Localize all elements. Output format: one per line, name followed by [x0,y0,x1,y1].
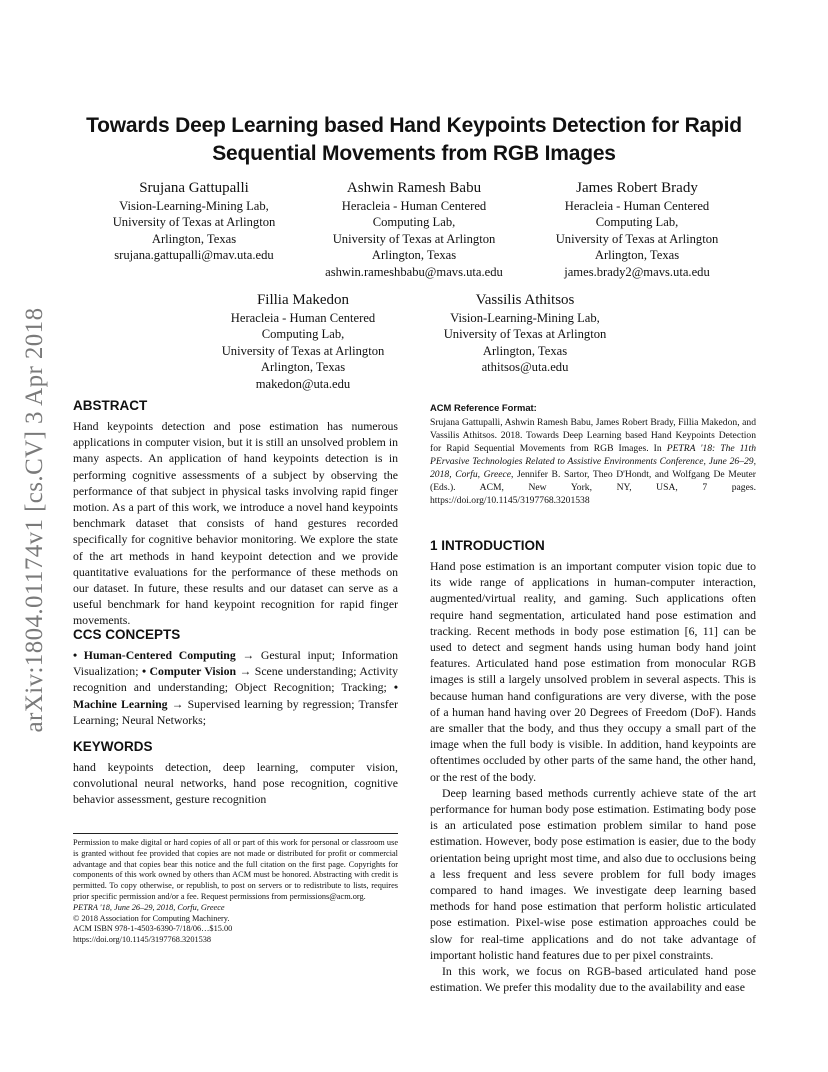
author-location: Arlington, Texas [482,343,568,358]
ccs-detail: → Scene understanding; Activity recognition and understanding; Object Recognition; Tracking; [73,664,398,695]
author-name: Fillia Makedon [256,292,350,308]
author-block [521,178,753,280]
author-name: Ashwin Ramesh Babu [346,180,482,196]
arxiv-stamp [18,290,52,750]
ccs-heading: CCS CONCEPTS [73,627,181,642]
acm-ref-venue: PETRA '18: The 11th PErvasive Technologies Related to Assistive Environments Conference, June 26–29, 2018, Corfu, Greece [430,443,757,480]
author-affiliation: Vision-Learning-Mining Lab, [119,199,269,213]
conference-line: PETRA '18, June 26–29, 2018, Corfu, Greece [73,902,225,912]
author-affiliation: Heracleia - Human Centered [341,199,487,213]
ccs-detail: → Supervised learning by regression; Transfer Learning; Neural Networks; [73,696,399,727]
paper-title: Towards Deep Learning based Hand Keypoints Detection for Rapid Sequential Movements from RGB Images [86,114,742,165]
author-location: Arlington, Texas [151,231,237,246]
author-affiliation: Computing Lab, [261,327,345,342]
abstract-text: Hand keypoints detection and pose estimation has numerous applications in computer vision, but it is still an unsolved problem in many aspects. An application of hand keypoints detection is in performing cognitive assessments of a subject by observing the performance of that subject in physical tasks involving rapid finger motion. As a part of this work, we introduce a novel hand keypoints benchmark dataset that consists of hand gestures recorded specifically for cognitive behavior monitoring. We explore the state of the art methods in hand keypoint detection and we provide quantitative evaluations for the performance of these methods on our dataset. In future, these results and our dataset can serve as a useful benchmark for hand keypoint recognition for rapid finger movements. [73,419,398,628]
paragraph: Hand pose estimation is an important computer vision topic due to its wide range of applications in human-computer interaction, augmented/virtual reality, and gaming. Such applications often require hand segmentation, articulated hand pose estimation and tracking. Recent methods in body pose estimation [6, 11] can be used to detect and segment hands using human body hand joint features. Articulated hand pose estimation from monocular RGB images is still a largely unsolved problem in several aspects. This is because human hand configurations are very diverse, with the pose of a human hand having over 20 Degrees of Freedom (DoF). Hands are smaller that the body, and thus they occupy a small part of the image when the full body is visible. In addition, hand keypoints are oftentimes occluded by other parts of the same hand, the other hand, or the rest of the body. [430,559,756,784]
author-affiliation: University of Texas at Arlington [332,231,496,246]
author-email: ashwin.rameshbabu@mavs.uta.edu [325,264,503,279]
acm-reference [430,416,756,507]
footnote [73,838,398,946]
author-email: makedon@uta.edu [255,376,351,391]
isbn-line: ACM ISBN 978-1-4503-6390-7/18/06…$15.00 [73,924,233,934]
abstract-heading: ABSTRACT [73,398,148,413]
permission-text: Permission to make digital or hard copies of all or part of this work for personal or classroom use is granted without fee provided that copies are not made or distributed for profit or commercial advantage and that copies bear this notice and the full citation on the first page. Copyrights for components of this work owned by others than ACM must be honored. Abstracting with credit is permitted. To copy otherwise, or republish, to post on servers or to redistribute to lists, requires prior specific permission and/or a fee. Request permissions from permissions@acm.org. [73,838,398,901]
author-affiliation: Heracleia - Human Centered [230,311,376,325]
author-affiliation: Computing Lab, [372,215,456,230]
ccs-concept: • Human-Centered Computing [73,648,236,662]
author-affiliation: University of Texas at Arlington [555,231,719,246]
copyright-line: © 2018 Association for Computing Machinery. [73,913,230,923]
author-location: Arlington, Texas [260,360,346,375]
acm-ref-heading: ACM Reference Format: [430,402,537,413]
intro-text [430,558,756,995]
acm-ref-text: , Jennifer B. Sartor, Theo D'Hondt, and Wolfgang De Meuter (Eds.). ACM, New York, NY, USA, 7 pages. https://doi.org/10.1145/3197768.3201538 [430,469,756,506]
arxiv-id: arXiv:1804.01174v1 [cs.CV] 3 Apr 2018 [21,307,48,733]
keywords-text: hand keypoints detection, deep learning, computer vision, convolutional neural networks, hand pose recognition, cognitive behavior assessment, gesture recognition [73,760,398,807]
author-name: Vassilis Athitsos [475,292,575,308]
author-name: James Robert Brady [576,180,698,196]
author-email: athitsos@uta.edu [481,360,569,375]
author-email: james.brady2@mavs.uta.edu [564,264,710,279]
author-affiliation: Heracleia - Human Centered [564,199,710,213]
author-affiliation: Vision-Learning-Mining Lab, [450,311,600,325]
doi-link[interactable]: https://doi.org/10.1145/3197768.3201538 [73,935,212,945]
keywords-heading: KEYWORDS [73,739,153,754]
author-block [298,178,530,280]
author-location: Arlington, Texas [371,248,457,263]
author-email: srujana.gattupalli@mav.uta.edu [114,248,274,263]
author-affiliation: University of Texas at Arlington [221,343,385,358]
author-affiliation: University of Texas at Arlington [112,215,276,230]
author-block [409,290,641,376]
author-affiliation: Computing Lab, [595,215,679,230]
ccs-text [73,647,398,728]
intro-heading: 1 INTRODUCTION [430,538,545,553]
author-location: Arlington, Texas [594,248,680,263]
acm-ref-text: Srujana Gattupalli, Ashwin Ramesh Babu, James Robert Brady, Fillia Makedon, and Vassilis Athitsos. 2018. Towards Deep Learning based Hand Keypoints Detection for Rapid Sequential Movements from RGB Images. In [430,417,756,454]
author-block [187,290,419,392]
paragraph: In this work, we focus on RGB-based articulated hand pose estimation. We prefer this modality due to the availability and ease [430,964,756,995]
ccs-concept: • Machine Learning [73,680,398,711]
author-block [78,178,310,264]
paragraph: Deep learning based methods currently achieve state of the art performance for human body pose estimation. Estimating body pose is an articulated pose estimation problem similar to hand pose estimation. However, body pose estimation is easier, due to the body orientation being upright most time, and also due to occlusions being a less frequent and less severe problem for full body images compared to hand images. We investigate deep learning based methods for hand pose estimation that perform holistic articulated pose estimation. Pixel-wise pose estimation approaches could be slow for real-time applications and do not take advantage of important holistic hand features due to per pixel constraints. [430,785,756,962]
footnote-rule [73,833,398,834]
author-affiliation: University of Texas at Arlington [443,327,607,342]
ccs-concept: • Computer Vision [141,664,237,679]
ccs-detail: → Gestural input; Information Visualization; [73,648,398,679]
author-name: Srujana Gattupalli [139,180,249,196]
